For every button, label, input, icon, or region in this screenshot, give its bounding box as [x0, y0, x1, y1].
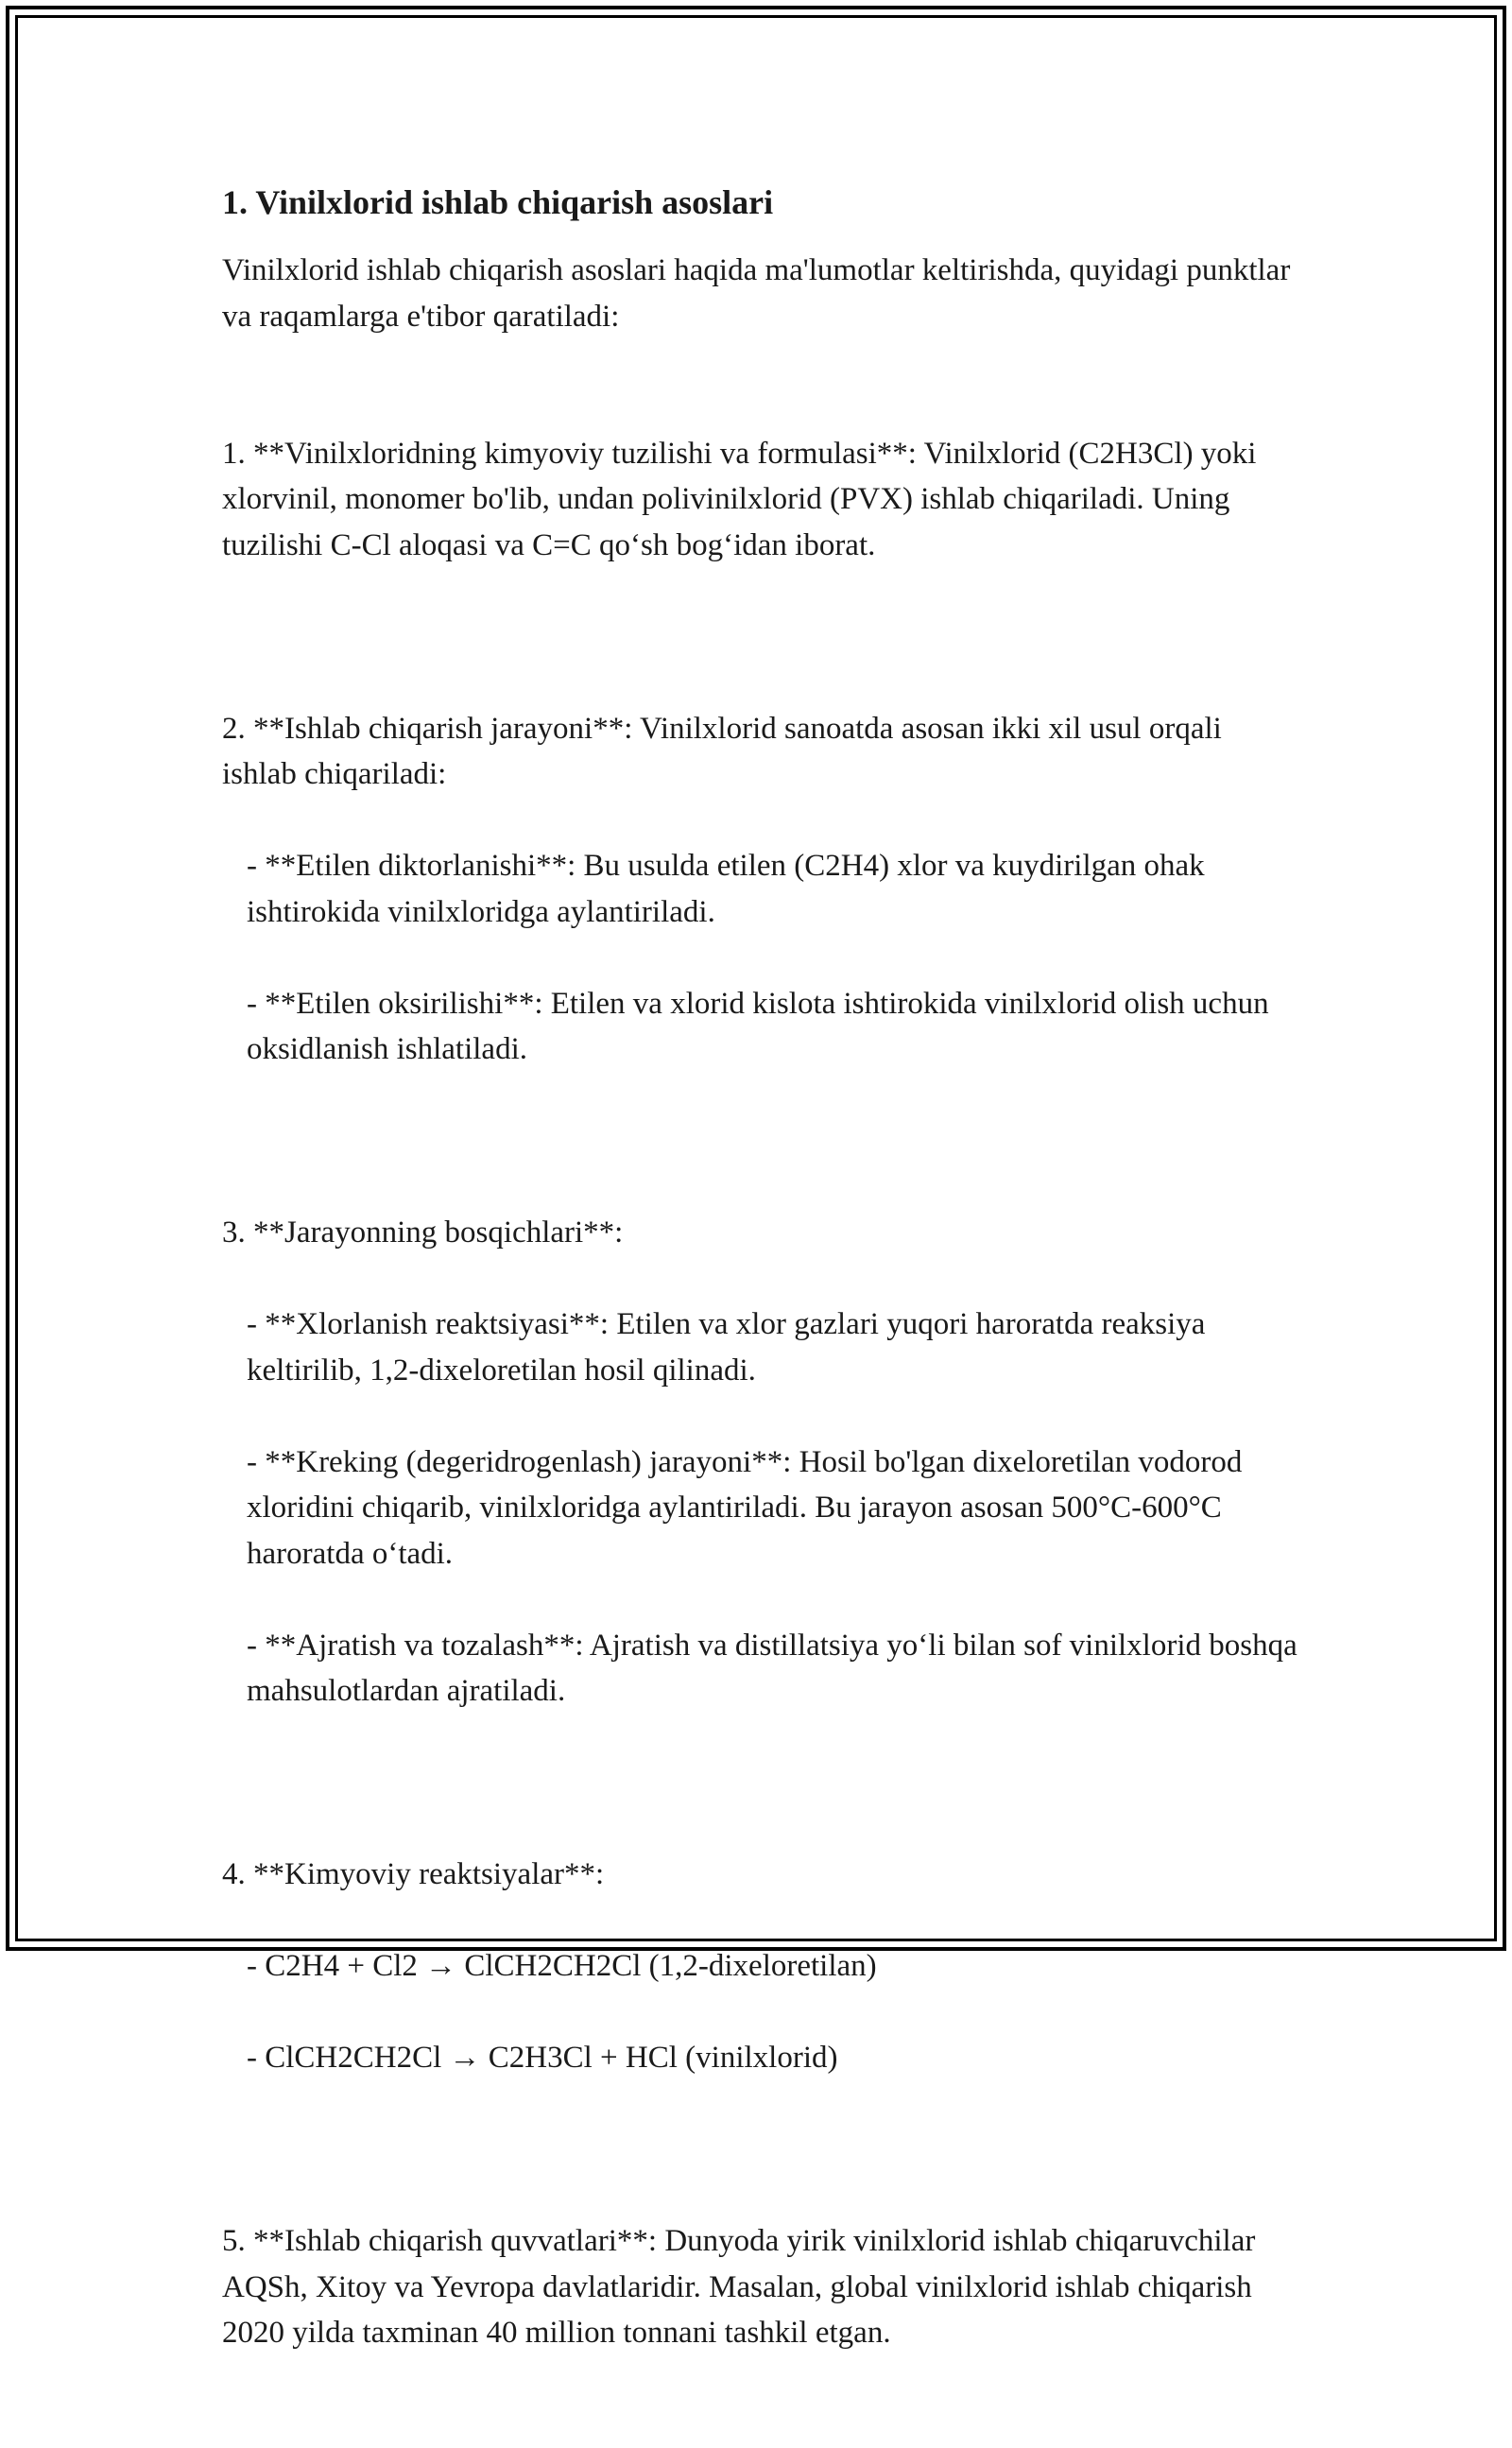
section-3-text: 3. **Jarayonning bosqichlari**: [222, 1215, 624, 1250]
section-5 [222, 2173, 1299, 2403]
section-4-text: 4. **Kimyoviy reaktsiyalar**: [222, 1857, 605, 1891]
document-body [222, 178, 1299, 2448]
section-4 [222, 1806, 1299, 2128]
section-4-item-1: - C2H4 + Cl2 → ClCH2CH2Cl (1,2-dixeloretilan) [247, 1949, 877, 1983]
section-3-item-1: - **Xlorlanish reaktsiyasi**: Etilen va xlor gazlari yuqori haroratda reaksiya keltirilib, 1,2-dixeloretilan hosil qilinadi. [247, 1307, 1206, 1388]
section-3-item-2: - **Kreking (degeridrogenlash) jarayoni**: Hosil bo'lgan dixeloretilan vodorod xloridini chiqarib, vinilxloridga aylantiriladi. Bu jarayon asosan 500°C-600°C haroratda o‘tadi. [247, 1444, 1243, 1571]
section-5-text: 5. **Ishlab chiqarish quvvatlari**: Dunyoda yirik vinilxlorid ishlab chiqaruvchilar AQSh, Xitoy va Yevropa davlatlaridir. Masalan, global vinilxlorid ishlab chiqarish 2020 yilda taxminan 40 million tonnani tashkil etgan. [222, 2224, 1256, 2350]
section-2-item-2: - **Etilen oksirilishi**: Etilen va xlorid kislota ishtirokida vinilxlorid olish uchun oksidlanish ishlatiladi. [247, 986, 1269, 1066]
section-3 [222, 1164, 1299, 1761]
section-2-text: 2. **Ishlab chiqarish jarayoni**: Vinilxlorid sanoatda asosan ikki xil usul orqali ishlab chiqariladi: [222, 711, 1222, 791]
section-1-text: 1. **Vinilxloridning kimyoviy tuzilishi va formulasi**: Vinilxlorid (C2H3Cl) yoki xlorvinil, monomer bo'lib, undan polivinilxlorid (PVX) ishlab chiqariladi. Uning tuzilishi C-Cl aloqasi va C=C qo‘sh bog‘idan iborat. [222, 436, 1257, 562]
section-4-item-2: - ClCH2CH2Cl → C2H3Cl + HCl (vinilxlorid) [247, 2041, 838, 2075]
section-3-item-3: - **Ajratish va tozalash**: Ajratish va distillatsiya yo‘li bilan sof vinilxlorid boshqa mahsulotlardan ajratiladi. [247, 1628, 1297, 1708]
page-title: 1. Vinilxlorid ishlab chiqarish asoslari [222, 183, 774, 221]
section-1 [222, 385, 1299, 614]
section-2 [222, 660, 1299, 1118]
intro-paragraph: Vinilxlorid ishlab chiqarish asoslari haqida ma'lumotlar keltirishda, quyidagi punktlar va raqamlarga e'tibor qaratiladi: [222, 253, 1291, 334]
section-2-item-1: - **Etilen diktorlanishi**: Bu usulda etilen (C2H4) xlor va kuydirilgan ohak ishtirokida vinilxloridga aylantiriladi. [247, 849, 1205, 929]
